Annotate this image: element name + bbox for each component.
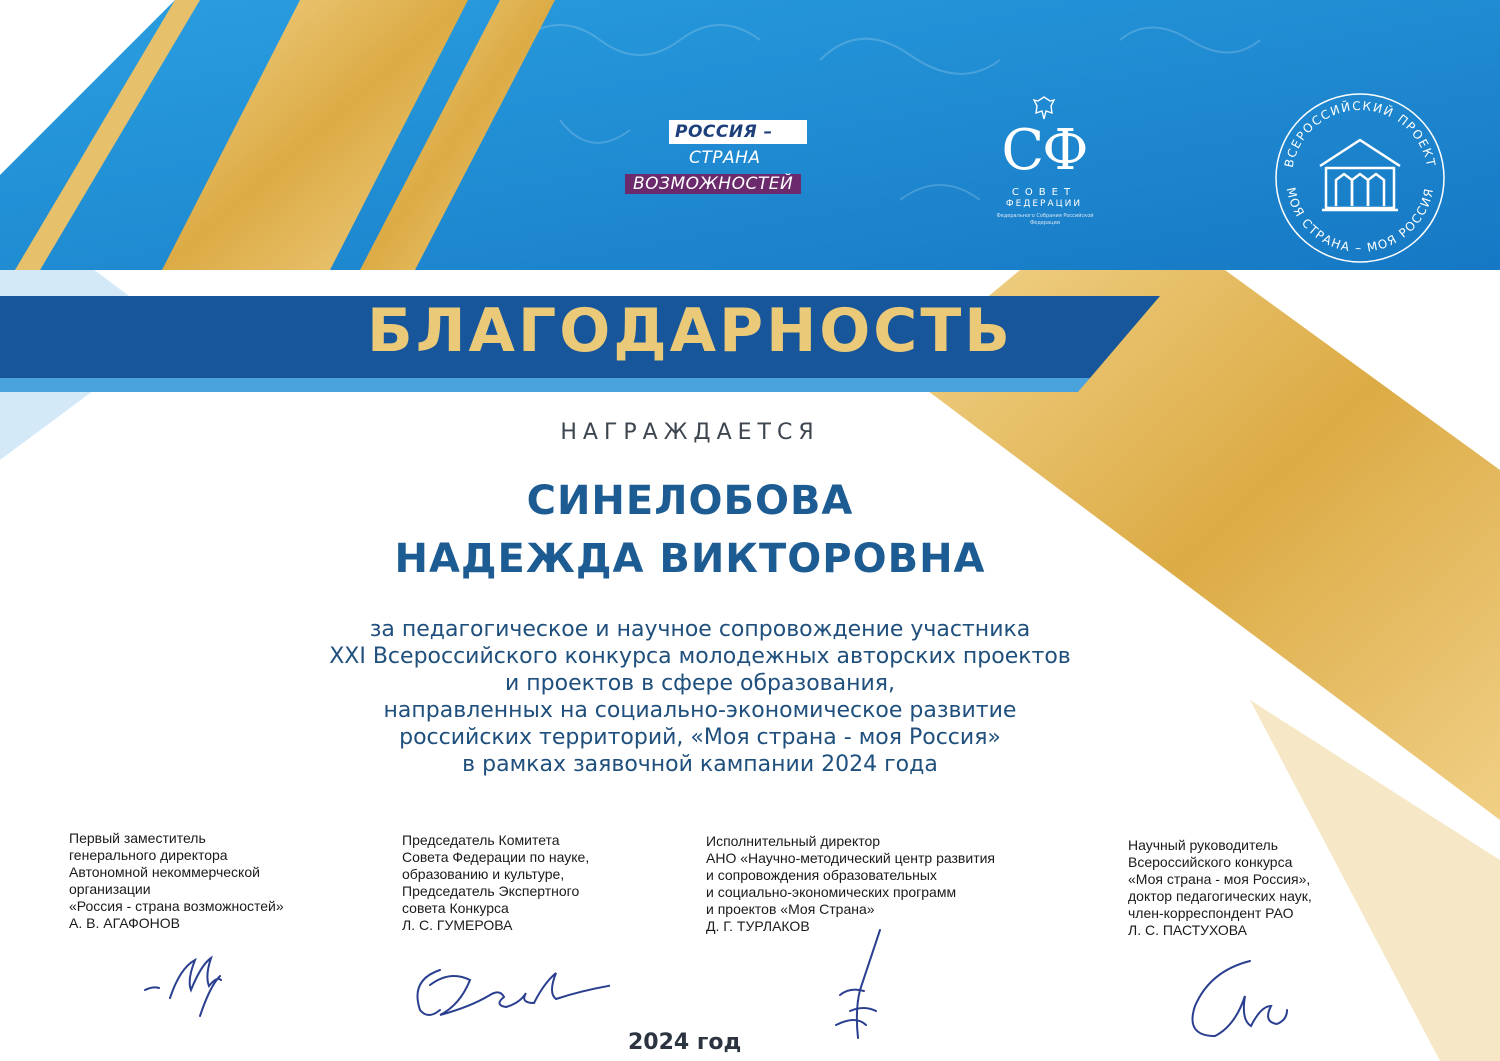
signatory-title-line: и социально-экономических программ xyxy=(706,884,957,900)
seal-ring-top: ВСЕРОССИЙСКИЙ ПРОЕКТ xyxy=(1281,98,1439,169)
signatory-title-line: образованию и культуре, xyxy=(402,866,565,882)
signature-turlakov xyxy=(820,925,910,1045)
signatory-title-line: Первый заместитель xyxy=(69,830,206,846)
signatory-title-line: член-корреспондент РАО xyxy=(1128,905,1294,921)
reason-line: направленных на социально-экономическое развитие xyxy=(383,698,1017,723)
houses-icon xyxy=(1320,140,1400,210)
signatory-title-line: организации xyxy=(69,881,151,897)
signatory-title-line: и проектов «Моя Страна» xyxy=(706,901,875,917)
recipient-given-names: НАДЕЖДА ВИКТОРОВНА xyxy=(394,536,986,582)
signatory-title-line: Совета Федерации по науке, xyxy=(402,849,590,865)
sf-mark: СФ xyxy=(1001,118,1087,183)
signatory-title-line: и сопровождения образовательных xyxy=(706,867,937,883)
svg-text:ВСЕРОССИЙСКИЙ ПРОЕКТ xyxy=(1282,98,1438,168)
signatory-turlakov xyxy=(706,833,995,935)
rsv-logo-line1: РОССИЯ – xyxy=(675,122,773,142)
seal-ring-bottom: МОЯ СТРАНА – МОЯ РОССИЯ xyxy=(1283,185,1437,256)
signatory-name: А. В. АГАФОНОВ xyxy=(69,915,180,931)
signatory-title-line: АНО «Научно-методический центр развития xyxy=(706,850,996,866)
signatory-title-line: Исполнительный директор xyxy=(706,833,881,849)
signatory-title-line: Председатель Экспертного xyxy=(402,883,580,899)
signatory-gumerova xyxy=(402,832,589,934)
sf-line3: Федерального Собрания Российской Федерации xyxy=(996,213,1094,226)
rsv-logo-line2: СТРАНА xyxy=(689,148,761,168)
project-seal-logo xyxy=(1270,88,1450,268)
signatory-title-line: «Моя страна - моя Россия», xyxy=(1128,871,1311,887)
signature-agafonov xyxy=(140,950,250,1020)
title-band-shadow xyxy=(0,378,1090,392)
signatory-agafonov xyxy=(69,830,284,932)
recipient-surname: СИНЕЛОБОВА xyxy=(526,478,854,524)
signatory-title-line: Автономной некоммерческой xyxy=(69,864,260,880)
signatory-pastukhova xyxy=(1128,837,1312,939)
signature-gumerova xyxy=(400,950,610,1030)
reason-line: в рамках заявочной кампании 2024 года xyxy=(462,752,938,777)
signatory-title-line: Председатель Комитета xyxy=(402,832,560,848)
year-label: 2024 год xyxy=(628,1030,742,1055)
reason-line: российских территорий, «Моя страна - моя Россия» xyxy=(399,725,1001,750)
sf-line2: ФЕДЕРАЦИИ xyxy=(1005,199,1083,209)
federation-council-logo xyxy=(985,95,1115,245)
svg-text:МОЯ СТРАНА – МОЯ РОССИЯ xyxy=(1284,186,1437,255)
reason-line: XXI Всероссийского конкурса молодежных авторских проектов xyxy=(329,644,1071,669)
rsv-logo xyxy=(625,118,835,208)
signatory-title-line: генерального директора xyxy=(69,847,228,863)
rsv-logo-line3: ВОЗМОЖНОСТЕЙ xyxy=(625,174,801,194)
signatory-title-line: совета Конкурса xyxy=(402,900,509,916)
reason-line: за педагогическое и научное сопровождение участника xyxy=(369,617,1031,642)
sf-line1: СОВЕТ xyxy=(1011,187,1077,198)
signatory-name: Л. С. ПАСТУХОВА xyxy=(1128,922,1248,938)
signatory-name: Д. Г. ТУРЛАКОВ xyxy=(706,918,810,934)
signatory-name: Л. С. ГУМЕРОВА xyxy=(402,917,513,933)
signature-pastukhova xyxy=(1180,955,1290,1045)
certificate-title: БЛАГОДАРНОСТЬ xyxy=(366,296,1013,366)
signatory-title-line: Всероссийского конкурса xyxy=(1128,854,1293,870)
reason-line: и проектов в сфере образования, xyxy=(504,671,896,696)
signatory-title-line: доктор педагогических наук, xyxy=(1128,888,1312,904)
signatory-title-line: «Россия - страна возможностей» xyxy=(69,898,284,914)
awarded-label: НАГРАЖДАЕТСЯ xyxy=(560,420,820,445)
signatory-title-line: Научный руководитель xyxy=(1128,837,1279,853)
